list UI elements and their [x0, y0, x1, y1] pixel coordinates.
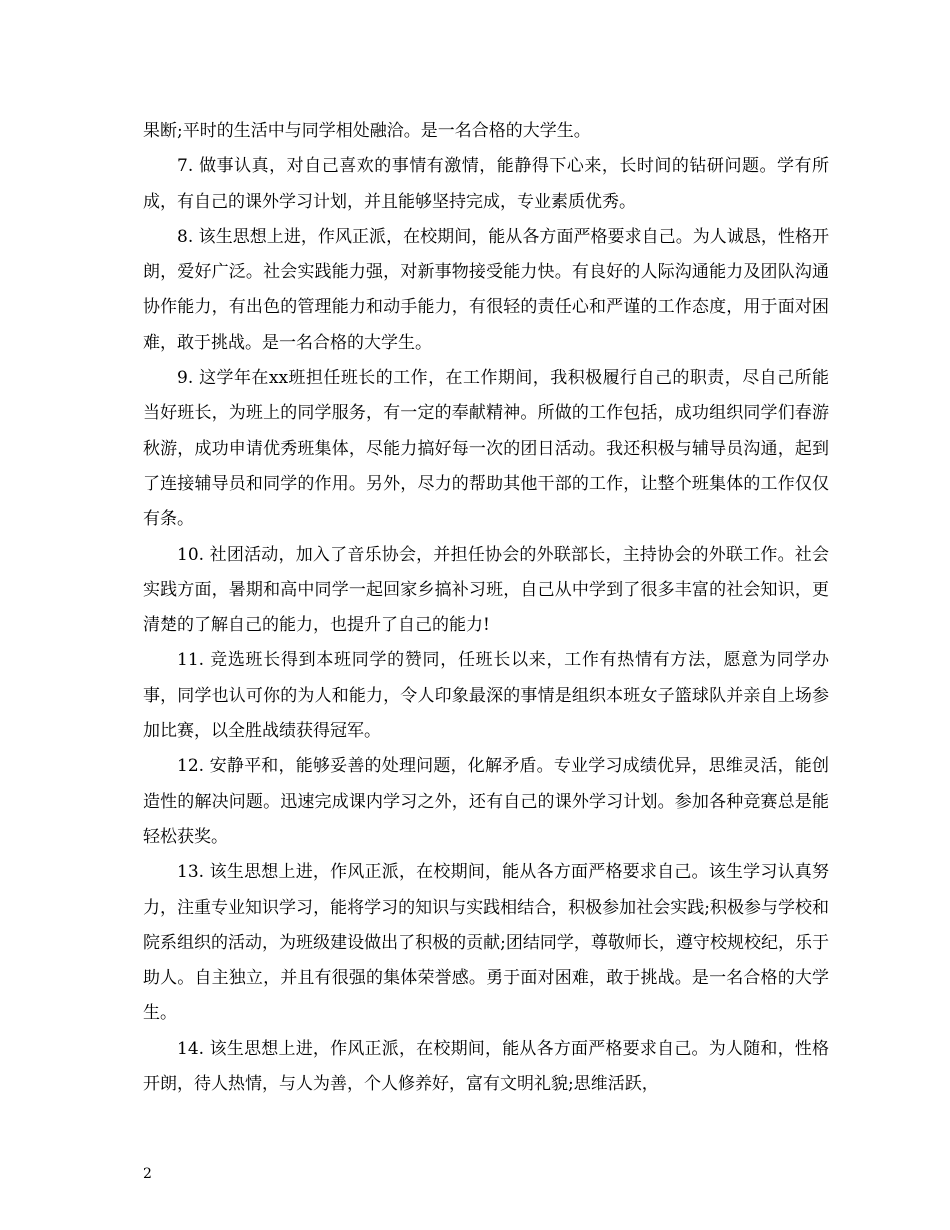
paragraph-item-11: 11. 竞选班长得到本班同学的赞同，任班长以来，工作有热情有方法，愿意为同学办事，同学也认可你的为人和能力，令人印象最深的事情是组织本班女子篮球队并亲自上场参加比赛，以全胜战绩获得冠军。	[143, 650, 829, 742]
page-number: 2	[143, 1166, 152, 1182]
body-text	[143, 114, 829, 1102]
paragraph-item-8: 8. 该生思想上进，作风正派，在校期间，能从各方面严格要求自己。为人诚恳，性格开朗，爱好广泛。社会实践能力强，对新事物接受能力快。有良好的人际沟通能力及团队沟通协作能力，有出色的管理能力和动手能力，有很轻的责任心和严谨的工作态度，用于面对困难，敢于挑战。是一名合格的大学生。	[143, 226, 829, 353]
paragraph-continuation: 果断;平时的生活中与同学相处融洽。是一名合格的大学生。	[143, 121, 591, 141]
paragraph-item-14: 14. 该生思想上进，作风正派，在校期间，能从各方面严格要求自己。为人随和，性格开朗，待人热情，与人为善，个人修养好，富有文明礼貌;思维活跃，	[143, 1038, 829, 1095]
paragraph-item-13: 13. 该生思想上进，作风正派，在校期间，能从各方面严格要求自己。该生学习认真努力，注重专业知识学习，能将学习的知识与实践相结合，积极参加社会实践;积极参与学校和院系组织的活动，为班级建设做出了积极的贡献;团结同学，尊敬师长，遵守校规校纪，乐于助人。自主独立，并且有很强的集体荣誉感。勇于面对困难，敢于挑战。是一名合格的大学生。	[143, 862, 829, 1024]
paragraph-item-12: 12. 安静平和，能够妥善的处理问题，化解矛盾。专业学习成绩优异，思维灵活，能创造性的解决问题。迅速完成课内学习之外，还有自己的课外学习计划。参加各种竞赛总是能轻松获奖。	[143, 756, 829, 847]
paragraph-item-10: 10. 社团活动，加入了音乐协会，并担任协会的外联部长，主持协会的外联工作。社会实践方面，暑期和高中同学一起回家乡搞补习班，自己从中学到了很多丰富的社会知识，更清楚的了解自己的能力，也提升了自己的能力!	[143, 544, 829, 636]
paragraph-item-7: 7. 做事认真，对自己喜欢的事情有激情，能静得下心来，长时间的钻研问题。学有所成，有自己的课外学习计划，并且能够坚持完成，专业素质优秀。	[143, 156, 829, 212]
paragraph-item-9: 9. 这学年在xx班担任班长的工作，在工作期间，我积极履行自己的职责，尽自己所能当好班长，为班上的同学服务，有一定的奉献精神。所做的工作包括，成功组织同学们春游秋游，成功申请优秀班集体，尽能力搞好每一次的团日活动。我还积极与辅导员沟通，起到了连接辅导员和同学的作用。另外，尽力的帮助其他干部的工作，让整个班集体的工作仅仅有条。	[143, 368, 829, 530]
